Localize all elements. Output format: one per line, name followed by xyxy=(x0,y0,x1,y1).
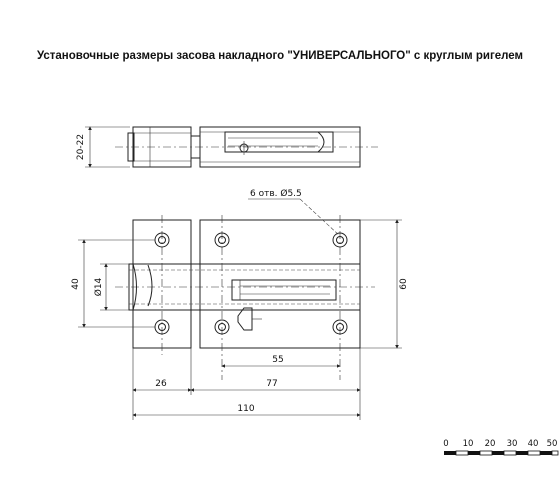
dim-holes: 6 отв. Ø5.5 xyxy=(250,189,302,199)
dim-width-26: 26 xyxy=(155,379,167,389)
scale-label: 50 xyxy=(546,439,558,449)
dim-bolt-diameter: Ø14 xyxy=(94,277,104,297)
dim-width-77: 77 xyxy=(266,379,278,389)
scale-label: 10 xyxy=(462,439,474,449)
dim-height-right: 60 xyxy=(399,278,409,290)
drawing-title: Установочные размеры засова накладного "УНИВЕРСАЛЬНОГО" с круглым ригелем xyxy=(36,50,524,62)
dim-height-side: 20-22 xyxy=(76,133,86,161)
scale-label: 30 xyxy=(506,439,518,449)
scale-label: 0 xyxy=(443,439,449,449)
scale-label: 40 xyxy=(527,439,539,449)
dim-spacing-55: 55 xyxy=(272,355,284,365)
dim-height-left: 40 xyxy=(71,278,81,290)
side-view xyxy=(76,127,378,167)
front-view xyxy=(71,188,409,420)
scale-label: 20 xyxy=(484,439,496,449)
scale-bar xyxy=(443,439,558,455)
dim-total-110: 110 xyxy=(237,404,255,414)
